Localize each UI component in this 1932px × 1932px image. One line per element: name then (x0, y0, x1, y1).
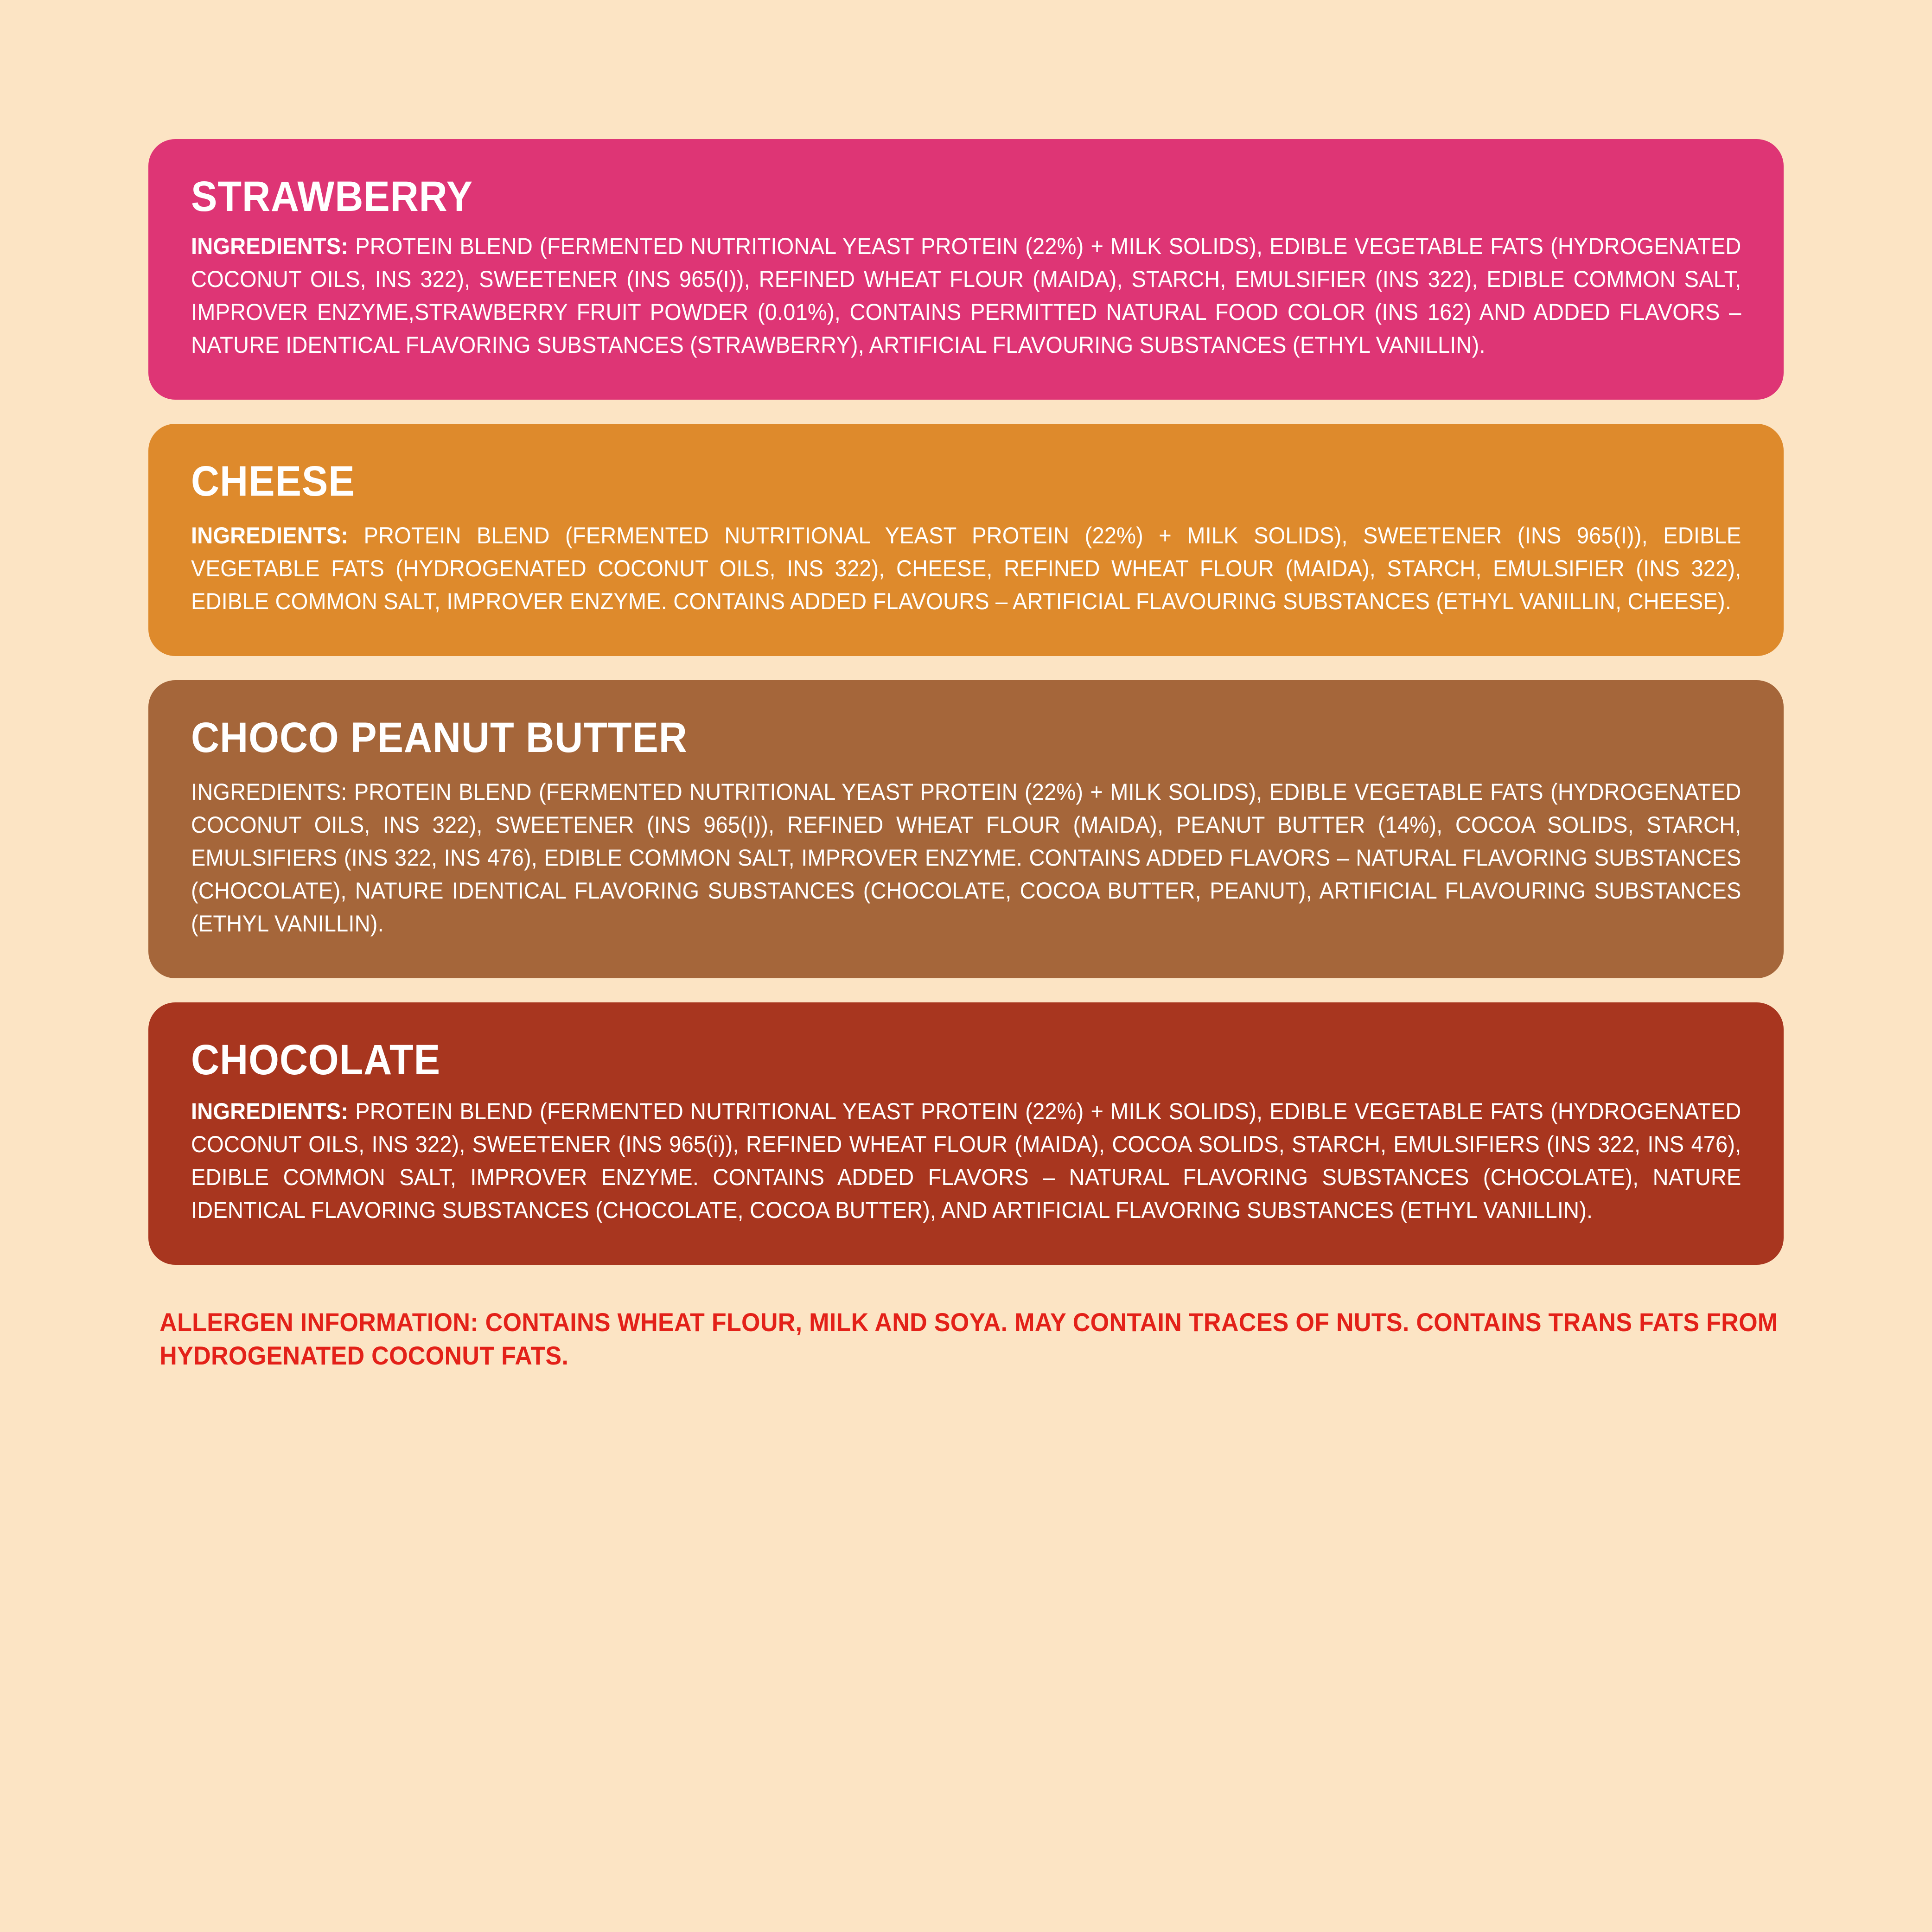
card-title-choco-peanut-butter: CHOCO PEANUT BUTTER (191, 714, 688, 761)
card-title-cheese: CHEESE (191, 458, 355, 505)
flavor-card-chocolate (148, 1002, 1784, 1265)
card-ingredients-chocolate (191, 1095, 1741, 1227)
card-ingredients-cheese (191, 519, 1741, 618)
ingredients-text: PROTEIN BLEND (FERMENTED NUTRITIONAL YEAST PROTEIN (22%) + MILK SOLIDS), EDIBLE VEGETABLE FATS (HYDROGENATED COCONUT OILS, INS 322), SWEETENER (INS 965(i)), REFINED WHEAT FLOUR (MAIDA), COCOA SOLIDS, STARCH, EMULSIFIERS (INS 322, INS 476), EDIBLE COMMON SALT, IMPROVER ENZYME. CONTAINS ADDED FLAVORS – NATURAL FLAVORING SUBSTANCES (CHOCOLATE), NATURE IDENTICAL FLAVORING SUBSTANCES (CHOCOLATE, COCOA BUTTER), AND ARTIFICIAL FLAVORING SUBSTANCES (ETHYL VANILLIN). (191, 1098, 1741, 1223)
ingredients-label: INGREDIENTS: (191, 523, 349, 548)
card-title-chocolate: CHOCOLATE (191, 1036, 441, 1084)
flavor-card-strawberry (148, 139, 1784, 400)
card-ingredients-strawberry (191, 230, 1741, 362)
ingredients-text: PROTEIN BLEND (FERMENTED NUTRITIONAL YEAST PROTEIN (22%) + MILK SOLIDS), SWEETENER (INS 965(I)), EDIBLE VEGETABLE FATS (HYDROGENATED COCONUT OILS, INS 322), CHEESE, REFINED WHEAT FLOUR (MAIDA), STARCH, EMULSIFIER (INS 322), EDIBLE COMMON SALT, IMPROVER ENZYME. CONTAINS ADDED FLAVOURS – ARTIFICIAL FLAVOURING SUBSTANCES (ETHYL VANILLIN, CHEESE). (191, 523, 1741, 614)
flavor-card-cheese (148, 424, 1784, 656)
ingredients-label: INGREDIENTS: (191, 233, 349, 259)
ingredients-label: INGREDIENTS: (191, 1098, 349, 1124)
ingredients-text: PROTEIN BLEND (FERMENTED NUTRITIONAL YEAST PROTEIN (22%) + MILK SOLIDS), EDIBLE VEGETABLE FATS (HYDROGENATED COCONUT OILS, INS 322), SWEETENER (INS 965(I)), REFINED WHEAT FLOUR (MAIDA), STARCH, EMULSIFIER (INS 322), EDIBLE COMMON SALT, IMPROVER ENZYME,STRAWBERRY FRUIT POWDER (0.01%), CONTAINS PERMITTED NATURAL FOOD COLOR (INS 162) AND ADDED FLAVORS – NATURE IDENTICAL FLAVORING SUBSTANCES (STRAWBERRY), ARTIFICIAL FLAVOURING SUBSTANCES (ETHYL VANILLIN). (191, 233, 1741, 358)
card-title-strawberry: STRAWBERRY (191, 173, 473, 220)
allergen-information: ALLERGEN INFORMATION: CONTAINS WHEAT FLOUR, MILK AND SOYA. MAY CONTAIN TRACES OF NUTS. CONTAINS TRANS FATS FROM HYDROGENATED COCONUT FATS. (159, 1307, 1778, 1370)
flavor-card-choco-peanut-butter (148, 680, 1784, 978)
ingredients-label: INGREDIENTS: (191, 779, 347, 805)
card-ingredients-choco-peanut-butter (191, 776, 1741, 940)
ingredients-text: PROTEIN BLEND (FERMENTED NUTRITIONAL YEAST PROTEIN (22%) + MILK SOLIDS), EDIBLE VEGETABLE FATS (HYDROGENATED COCONUT OILS, INS 322), SWEETENER (INS 965(I)), REFINED WHEAT FLOUR (MAIDA), PEANUT BUTTER (14%), COCOA SOLIDS, STARCH, EMULSIFIERS (INS 322, INS 476), EDIBLE COMMON SALT, IMPROVER ENZYME. CONTAINS ADDED FLAVORS – NATURAL FLAVORING SUBSTANCES (CHOCOLATE), NATURE IDENTICAL FLAVORING SUBSTANCES (CHOCOLATE, COCOA BUTTER, PEANUT), ARTIFICIAL FLAVOURING SUBSTANCES (ETHYL VANILLIN). (191, 779, 1741, 937)
